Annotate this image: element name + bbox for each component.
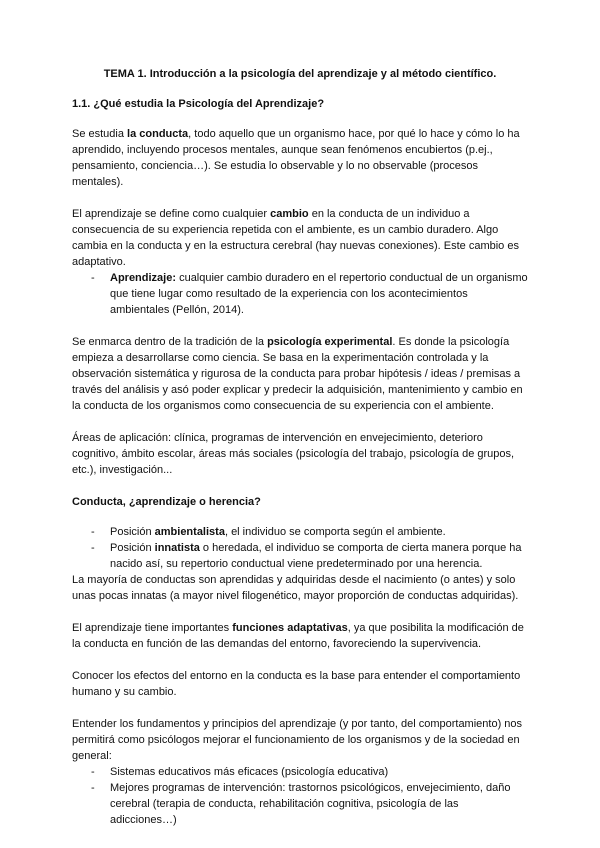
- dash-bullet: -: [91, 526, 95, 538]
- text-run: Posición: [110, 526, 155, 538]
- text-run: Se estudia: [72, 128, 128, 140]
- paragraph-areas-aplicacion: Áreas de aplicación: clínica, programas de intervención en envejecimiento, deterioro cognitivo, ámbito escolar, áreas más sociales (psicología del trabajo, psicología de grupos, etc.), investigación...: [72, 432, 515, 476]
- text-run: , todo aquello que un organismo hace, por qué lo hace y cómo lo ha aprendido, incluyendo procesos mentales, aunque sean fenómenos encubiertos (p.ej., pensamiento, conciencia…). Se estudia lo observable y lo no observable (procesos mentales).: [72, 128, 520, 188]
- bold-term: la conducta: [127, 128, 189, 140]
- text-run: Mejores programas de intervención: trastornos psicológicos, envejecimiento, daño cerebral (terapia de conducta, rehabilitación cognitiva, psicología de las adicciones…): [110, 782, 511, 826]
- list-item: [72, 270, 528, 318]
- text-run: Sistemas educativos más eficaces (psicología educativa): [110, 766, 389, 778]
- bold-term: Aprendizaje:: [110, 272, 177, 284]
- paragraph-fundamentos: Entender los fundamentos y principios del aprendizaje (y por tanto, del comportamiento) nos permitirá como psicólogos mejorar el funcionamiento de los organismos y de la sociedad en general:: [72, 718, 523, 762]
- bold-term: psicología experimental: [267, 336, 393, 348]
- bold-term: ambientalista: [154, 526, 225, 538]
- section-heading-2: Conducta, ¿aprendizaje o herencia?: [72, 496, 261, 508]
- document-title: TEMA 1. Introducción a la psicología del aprendizaje y al método científico.: [103, 68, 497, 80]
- paragraph-conducta: [72, 126, 528, 190]
- paragraph-aprendizaje-definicion: [72, 206, 528, 270]
- text-run: cualquier cambio duradero en el repertorio conductual de un organismo que tiene lugar como resultado de la experiencia con los acontecimientos ambientales (Pellón, 2014).: [110, 272, 528, 316]
- text-run: El aprendizaje se define como cualquier: [72, 208, 271, 220]
- paragraph-funciones-adaptativas: [72, 620, 528, 652]
- applications-list: [72, 764, 528, 828]
- paragraph-mayoria-conductas: La mayoría de conductas son aprendidas y adquiridas desde el nacimiento (o antes) y solo unas pocas innatas (a mayor nivel filogenético, mayor proporción de conductas adquiridas).: [72, 574, 519, 602]
- list-item: [72, 764, 528, 780]
- dash-bullet: -: [91, 272, 95, 284]
- text-run: , el individuo se comporta según el ambiente.: [224, 526, 446, 538]
- text-run: El aprendizaje tiene importantes: [72, 622, 233, 634]
- list-item: [72, 540, 528, 572]
- paragraph-psicologia-experimental: [72, 334, 528, 414]
- text-run: en la conducta de un individuo a consecuencia de su experiencia repetida con el ambiente, es un cambio duradero. Algo cambia en la conducta y en la estructura cerebral (hay nuevas conexiones). Este cambio es adaptativo.: [72, 208, 519, 268]
- paragraph-efectos-entorno: Conocer los efectos del entorno en la conducta es la base para entender el comportamiento humano y su cambio.: [72, 670, 521, 698]
- definition-list: [72, 270, 528, 318]
- text-run: . Es donde la psicología empieza a desarrollarse como ciencia. Se basa en la experimentación controlada y la observación sistemática y rigurosa de la conducta para probar hipótesis / ideas / premisas a través del análisis y asó poder explicar y predecir la adquisición, mantenimiento y cambio en la conducta de los organismos como consecuencia de su experiencia con el ambiente.: [72, 336, 523, 412]
- text-run: Posición: [110, 542, 155, 554]
- dash-bullet: -: [91, 766, 95, 778]
- position-list: [72, 524, 528, 572]
- text-run: Se enmarca dentro de la tradición de la: [72, 336, 268, 348]
- bold-term: funciones adaptativas: [232, 622, 348, 634]
- list-item: [72, 524, 528, 540]
- text-run: , ya que posibilita la modificación de la conducta en función de las demandas del entorno, favoreciendo la supervivencia.: [72, 622, 524, 650]
- bold-term: innatista: [154, 542, 200, 554]
- dash-bullet: -: [91, 782, 95, 794]
- section-heading-1: 1.1. ¿Qué estudia la Psicología del Aprendizaje?: [72, 98, 325, 110]
- dash-bullet: -: [91, 542, 95, 554]
- bold-term: cambio: [270, 208, 309, 220]
- text-run: o heredada, el individuo se comporta de cierta manera porque ha nacido así, su repertorio conductual viene predeterminado por una herencia.: [110, 542, 522, 570]
- list-item: [72, 780, 528, 828]
